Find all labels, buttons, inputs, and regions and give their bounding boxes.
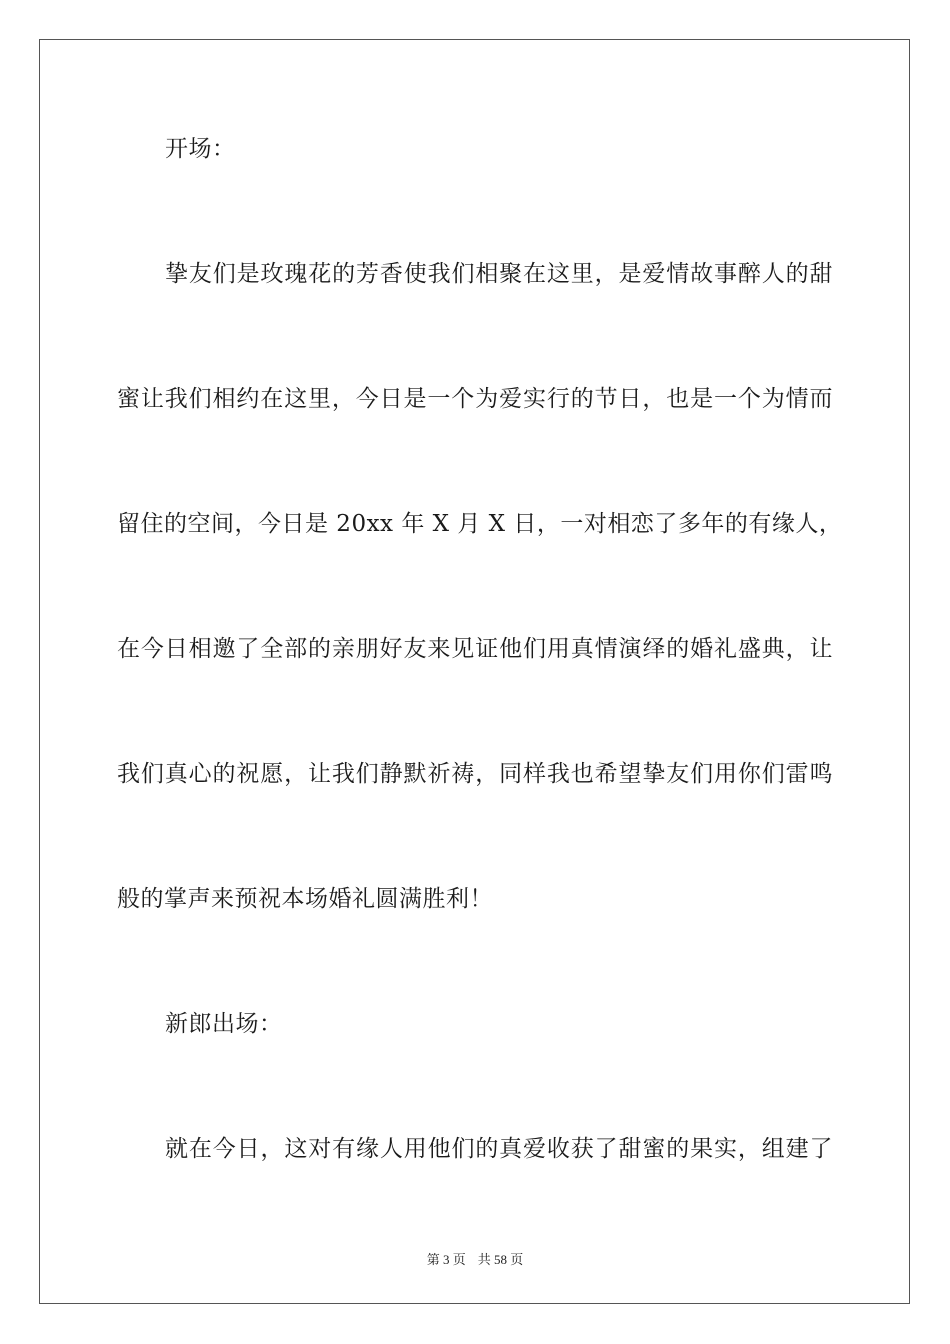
heading-opening: 开场： — [165, 136, 236, 162]
heading-groom-entrance: 新郎出场： — [165, 1011, 283, 1037]
paragraph-line-4: 在今日相邀了全部的亲朋好友来见证他们用真情演绎的婚礼盛典，让 — [117, 636, 833, 662]
paragraph-line-2: 蜜让我们相约在这里，今日是一个为爱实行的节日，也是一个为情而 — [117, 386, 833, 412]
page-frame — [39, 39, 910, 1304]
page-footer — [0, 1249, 950, 1268]
paragraph-line-1: 挚友们是玫瑰花的芳香使我们相聚在这里，是爱情故事醉人的甜 — [165, 261, 833, 287]
page-total: 共 58 页 — [477, 1252, 524, 1267]
paragraph-line-7: 就在今日，这对有缘人用他们的真爱收获了甜蜜的果实，组建了 — [165, 1136, 833, 1162]
paragraph-line-5: 我们真心的祝愿，让我们静默祈祷，同样我也希望挚友们用你们雷鸣 — [117, 761, 833, 787]
paragraph-line-3: 留住的空间，今日是 20xx 年 X 月 X 日，一对相恋了多年的有缘人， — [117, 511, 843, 537]
page-number: 第 3 页 — [426, 1252, 466, 1267]
paragraph-line-6: 般的掌声来预祝本场婚礼圆满胜利！ — [117, 886, 493, 912]
